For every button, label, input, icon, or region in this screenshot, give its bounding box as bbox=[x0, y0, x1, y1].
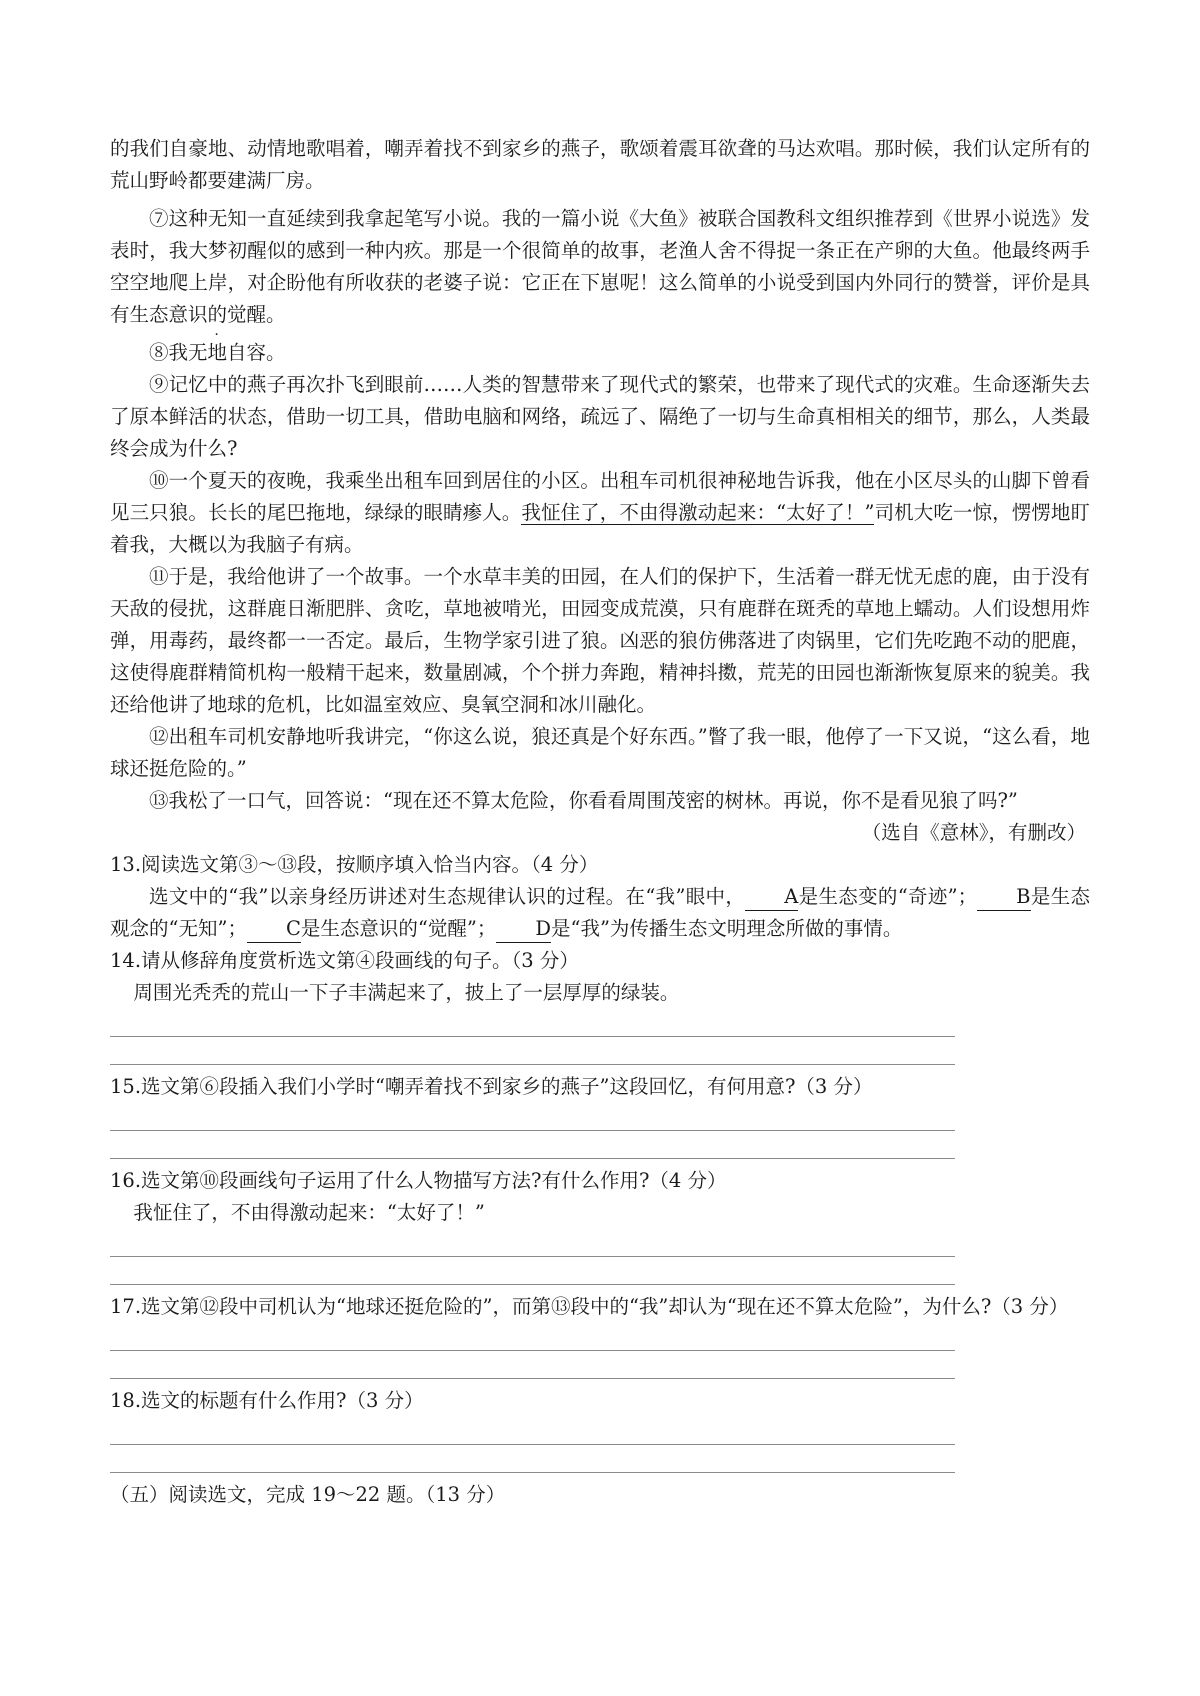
question-13-body bbox=[110, 881, 1090, 945]
paragraph-7-end: 。 bbox=[266, 303, 286, 326]
emphasis-juexing: 觉醒 · · bbox=[227, 303, 266, 326]
blank-a[interactable]: A bbox=[745, 884, 798, 911]
paragraph-7-text: ⑦这种无知一直延续到我拿起笔写小说。我的一篇小说《大鱼》被联合国教科文组织推荐到《世界小说选》发表时，我大梦初醒似的感到一种内疚。那是一个很简单的故事，老渔人舍不得捉一条正在产卵的大鱼。他最终两手空空地爬上岸，对企盼他有所收获的老婆子说：它正在下崽呢！这么简单的小说受到国内外同行的赞誉，评价是具有生态意识的 bbox=[110, 207, 1090, 326]
q13-text-3: 是生态观念的“无知”； bbox=[110, 885, 1090, 940]
paragraph-10 bbox=[110, 465, 1090, 561]
answer-line[interactable] bbox=[110, 1103, 955, 1131]
question-18-title: 18.选文的标题有什么作用?（3 分） bbox=[110, 1389, 424, 1412]
answer-line[interactable] bbox=[110, 1323, 955, 1351]
paragraph-13: ⑬我松了一口气，回答说：“现在还不算太危险，你看看周围茂密的树林。再说，你不是看见狼了吗?” bbox=[149, 789, 1018, 812]
question-16-quote: 我怔住了，不由得激动起来：“太好了！” bbox=[133, 1201, 485, 1224]
blank-b[interactable]: B bbox=[977, 884, 1030, 911]
q13-text-4: 是生态意识的“觉醒”； bbox=[300, 917, 497, 940]
question-15-title: 15.选文第⑥段插入我们小学时“嘲弄着找不到家乡的燕子”这段回忆，有何用意?（3 分） bbox=[110, 1075, 873, 1098]
answer-line[interactable] bbox=[110, 1417, 955, 1445]
question-13-title: 13.阅读选文第③～⑬段，按顺序填入恰当内容。（4 分） bbox=[110, 853, 599, 876]
answer-line[interactable] bbox=[110, 1257, 955, 1285]
blank-d[interactable]: D bbox=[496, 916, 551, 943]
q13-text-5: 是“我”为传播生态文明理念所做的事情。 bbox=[550, 917, 903, 940]
question-14-quote: 周围光秃秃的荒山一下子丰满起来了，披上了一层厚厚的绿装。 bbox=[133, 981, 680, 1004]
answer-line[interactable] bbox=[110, 1445, 955, 1473]
paragraph-9: ⑨记忆中的燕子再次扑飞到眼前……人类的智慧带来了现代式的繁荣，也带来了现代式的灾难。生命逐渐失去了原本鲜活的状态，借助一切工具，借助电脑和网络，疏远了、隔绝了一切与生命真相相关的细节，那么，人类最终会成为什么? bbox=[110, 373, 1090, 460]
underlined-sentence: 我怔住了，不由得激动起来：“太好了！” bbox=[521, 501, 875, 524]
question-17-title: 17.选文第⑫段中司机认为“地球还挺危险的”，而第⑬段中的“我”却认为“现在还不算太危险”，为什么?（3 分） bbox=[110, 1295, 1069, 1318]
blank-c[interactable]: C bbox=[247, 916, 301, 943]
paragraph-6-tail: 的我们自豪地、动情地歌唱着，嘲弄着找不到家乡的燕子，歌颂着震耳欲聋的马达欢唱。那时候，我们认定所有的荒山野岭都要建满厂房。 bbox=[110, 137, 1090, 192]
question-16-title: 16.选文第⑩段画线句子运用了什么人物描写方法?有什么作用?（4 分） bbox=[110, 1169, 727, 1192]
paragraph-10-text: ⑩一个夏天的夜晚，我乘坐出租车回到居住的小区。出租车司机很神秘地告诉我，他在小区尽头的山脚下曾看见三只狼。长长的尾巴拖地，绿绿的眼睛瘆人。 bbox=[110, 469, 1090, 524]
paragraph-10-end: 司机大吃一惊，愣愣地盯着我，大概以为我脑子有病。 bbox=[110, 501, 1090, 556]
answer-line[interactable] bbox=[110, 1009, 955, 1037]
answer-line[interactable] bbox=[110, 1351, 955, 1379]
section-5-heading: （五）阅读选文，完成 19～22 题。（13 分） bbox=[110, 1483, 506, 1506]
question-14-title: 14.请从修辞角度赏析选文第④段画线的句子。（3 分） bbox=[110, 949, 579, 972]
q13-text-1: 选文中的“我”以亲身经历讲述对生态规律认识的过程。在“我”眼中， bbox=[149, 885, 746, 908]
paragraph-8: ⑧我无地自容。 bbox=[149, 341, 286, 364]
source-citation: （选自《意林》，有删改） bbox=[861, 821, 1086, 844]
paragraph-12: ⑫出租车司机安静地听我讲完，“你这么说，狼还真是个好东西。”瞥了我一眼，他停了一下又说，“这么看，地球还挺危险的。” bbox=[110, 725, 1090, 780]
exam-page bbox=[110, 133, 1090, 1511]
q13-text-2: 是生态变的“奇迹”； bbox=[798, 885, 978, 908]
paragraph-7 bbox=[110, 203, 1090, 331]
answer-line[interactable] bbox=[110, 1229, 955, 1257]
answer-line[interactable] bbox=[110, 1037, 955, 1065]
paragraph-11: ⑪于是，我给他讲了一个故事。一个水草丰美的田园，在人们的保护下，生活着一群无忧无虑的鹿，由于没有天敌的侵扰，这群鹿日渐肥胖、贪吃，草地被啃光，田园变成荒漠，只有鹿群在斑秃的草地上蠕动。人们设想用炸弹，用毒药，最终都一一否定。最后，生物学家引进了狼。凶恶的狼仿佛落进了肉锅里，它们先吃跑不动的肥鹿，这使得鹿群精简机构一般精干起来，数量剧减，个个拼力奔跑，精神抖擞，荒芜的田园也渐渐恢复原来的貌美。我还给他讲了地球的危机，比如温室效应、臭氧空洞和冰川融化。 bbox=[110, 565, 1090, 716]
answer-line[interactable] bbox=[110, 1131, 955, 1159]
